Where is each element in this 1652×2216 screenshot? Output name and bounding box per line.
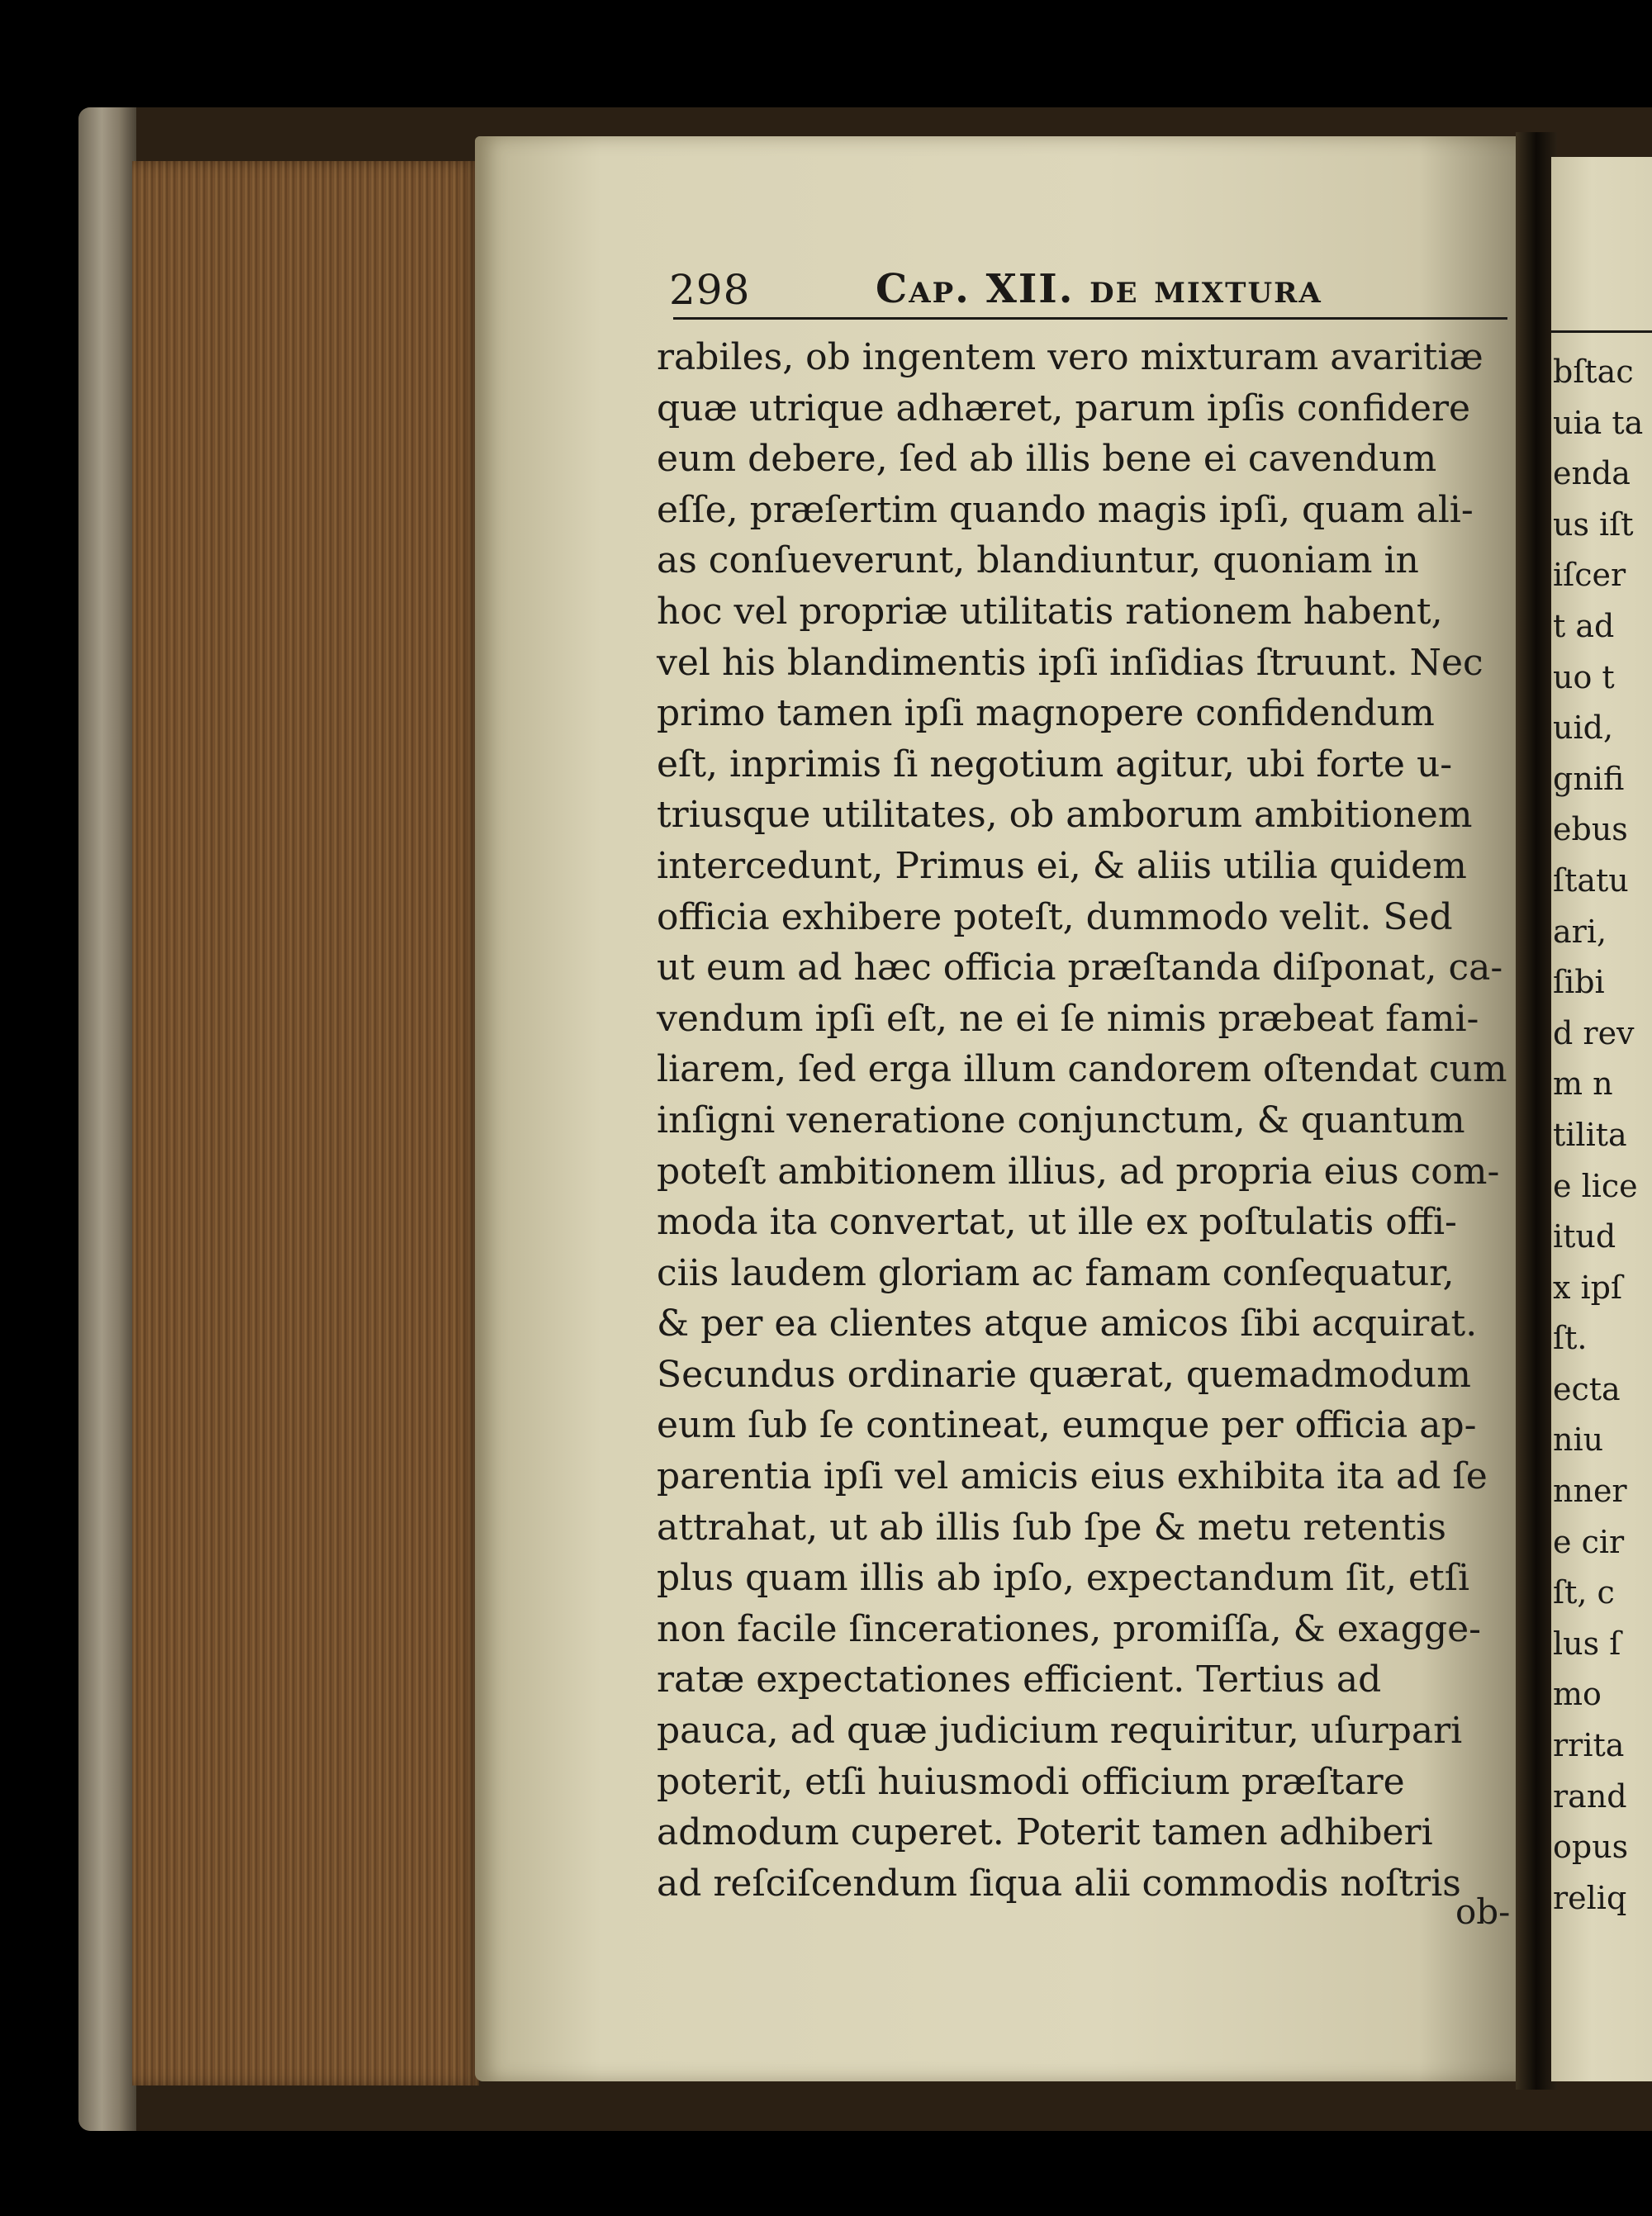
text-line: Secundus ordinarie quærat, quemadmodum xyxy=(657,1353,1471,1396)
text-fragment: ſt, c xyxy=(1553,1574,1615,1611)
text-line: & per ea clientes atque amicos ſibi acquirat. xyxy=(657,1303,1478,1345)
text-fragment: iſcer xyxy=(1553,557,1626,594)
text-fragment: enda xyxy=(1553,455,1631,492)
text-line: as conſueverunt, blandiuntur, quoniam in xyxy=(657,539,1419,582)
text-fragment: lus ſ xyxy=(1553,1625,1621,1662)
text-line: hoc vel propriæ utilitatis rationem habent, xyxy=(657,590,1443,633)
text-line: vendum ipſi eſt, ne ei ſe nimis præbeat fami- xyxy=(657,997,1479,1040)
page-header xyxy=(669,266,1512,316)
text-line: eſſe, præſertim quando magis ipſi, quam ali- xyxy=(657,488,1474,531)
text-line: poteſt ambitionem illius, ad propria eius com- xyxy=(657,1150,1500,1193)
text-fragment: tilita xyxy=(1553,1116,1627,1153)
right-page-text-fragments xyxy=(1553,347,1652,1924)
text-fragment: opus xyxy=(1553,1829,1629,1866)
running-head: Cap. XII. de mixtura xyxy=(876,266,1322,312)
text-line: intercedunt, Primus ei, & aliis utilia quidem xyxy=(657,844,1467,887)
text-fragment: itud xyxy=(1553,1218,1616,1255)
text-fragment: gnifi xyxy=(1553,760,1625,797)
text-line: attrahat, ut ab illis ſub ſpe & metu retentis xyxy=(657,1506,1446,1549)
body-text xyxy=(657,332,1507,1909)
book-binding xyxy=(78,107,136,2131)
text-line: inſigni veneratione conjunctum, & quantum xyxy=(657,1099,1465,1141)
text-line: ad reſciſcendum ſiqua alii commodis noſtris xyxy=(657,1862,1461,1905)
text-line: ut eum ad hæc officia præſtanda diſponat, ca- xyxy=(657,947,1503,989)
text-fragment: uid, xyxy=(1553,709,1614,747)
text-line: eum debere, ſed ab illis bene ei cavendum xyxy=(657,438,1437,481)
text-line: primo tamen ipſi magnopere confidendum xyxy=(657,692,1435,735)
text-fragment: uia ta xyxy=(1553,404,1644,441)
text-fragment: ari, xyxy=(1553,913,1607,950)
text-fragment: bſtac xyxy=(1553,354,1634,390)
text-line: ciis laudem gloriam ac famam conſequatur, xyxy=(657,1251,1455,1294)
text-line: officia exhibere poteſt, dummodo velit. Sed xyxy=(657,895,1453,938)
text-line: quæ utrique adhæret, parum ipſis confidere xyxy=(657,387,1471,429)
text-fragment: e cir xyxy=(1553,1523,1625,1560)
text-fragment: ecta xyxy=(1553,1370,1621,1407)
text-line: poterit, etſi huiusmodi officium præſtare xyxy=(657,1760,1405,1803)
text-line: vel his blandimentis ipſi inſidias ſtruunt. Nec xyxy=(657,641,1483,684)
text-line: pauca, ad quæ judicium requiritur, uſurpari xyxy=(657,1710,1463,1753)
text-fragment: m n xyxy=(1553,1065,1613,1103)
text-line: moda ita convertat, ut ille ex poſtulatis offi- xyxy=(657,1201,1457,1244)
text-line: non facile ſincerationes, promiſſa, & exagge- xyxy=(657,1607,1482,1650)
text-line: eum ſub ſe contineat, eumque per officia ap- xyxy=(657,1404,1477,1447)
text-line: plus quam illis ab ipſo, expectandum ſit, etſi xyxy=(657,1557,1470,1600)
text-fragment: nner xyxy=(1553,1473,1627,1510)
text-fragment: ebus xyxy=(1553,811,1628,848)
text-fragment: t ad xyxy=(1553,607,1615,644)
text-line: parentia ipſi vel amicis eius exhibita ita ad ſe xyxy=(657,1455,1488,1498)
text-fragment: ſt. xyxy=(1553,1320,1588,1357)
right-page-header-rule xyxy=(1551,330,1652,333)
text-fragment: ſibi xyxy=(1553,964,1605,1001)
text-fragment: mo xyxy=(1553,1676,1602,1713)
text-fragment: ſtatu xyxy=(1553,861,1629,899)
text-line: eſt, inprimis ſi negotium agitur, ubi forte u- xyxy=(657,743,1453,785)
text-fragment: x ipſ xyxy=(1553,1269,1623,1306)
text-fragment: uo t xyxy=(1553,658,1615,695)
catchword: ob- xyxy=(1455,1891,1511,1932)
header-rule xyxy=(673,317,1507,320)
text-fragment: reliq xyxy=(1553,1879,1627,1916)
text-fragment: us iſt xyxy=(1553,505,1634,543)
right-page-edge xyxy=(1551,157,1652,2081)
text-line: triusque utilitates, ob amborum ambitionem xyxy=(657,794,1473,837)
text-fragment: niu xyxy=(1553,1421,1604,1459)
text-line: rabiles, ob ingentem vero mixturam avaritiæ xyxy=(657,336,1483,378)
text-line: ratæ expectationes efficient. Tertius ad xyxy=(657,1658,1382,1701)
text-fragment: rand xyxy=(1553,1777,1627,1815)
text-line: liarem, ſed erga illum candorem oſtendat cum xyxy=(657,1048,1507,1091)
text-fragment: e lice xyxy=(1553,1167,1638,1204)
page-edges xyxy=(132,161,479,2086)
page-number: 298 xyxy=(669,266,751,314)
text-fragment: d rev xyxy=(1553,1014,1635,1051)
text-line: admodum cuperet. Poterit tamen adhiberi xyxy=(657,1811,1433,1854)
text-fragment: rrita xyxy=(1553,1727,1625,1764)
